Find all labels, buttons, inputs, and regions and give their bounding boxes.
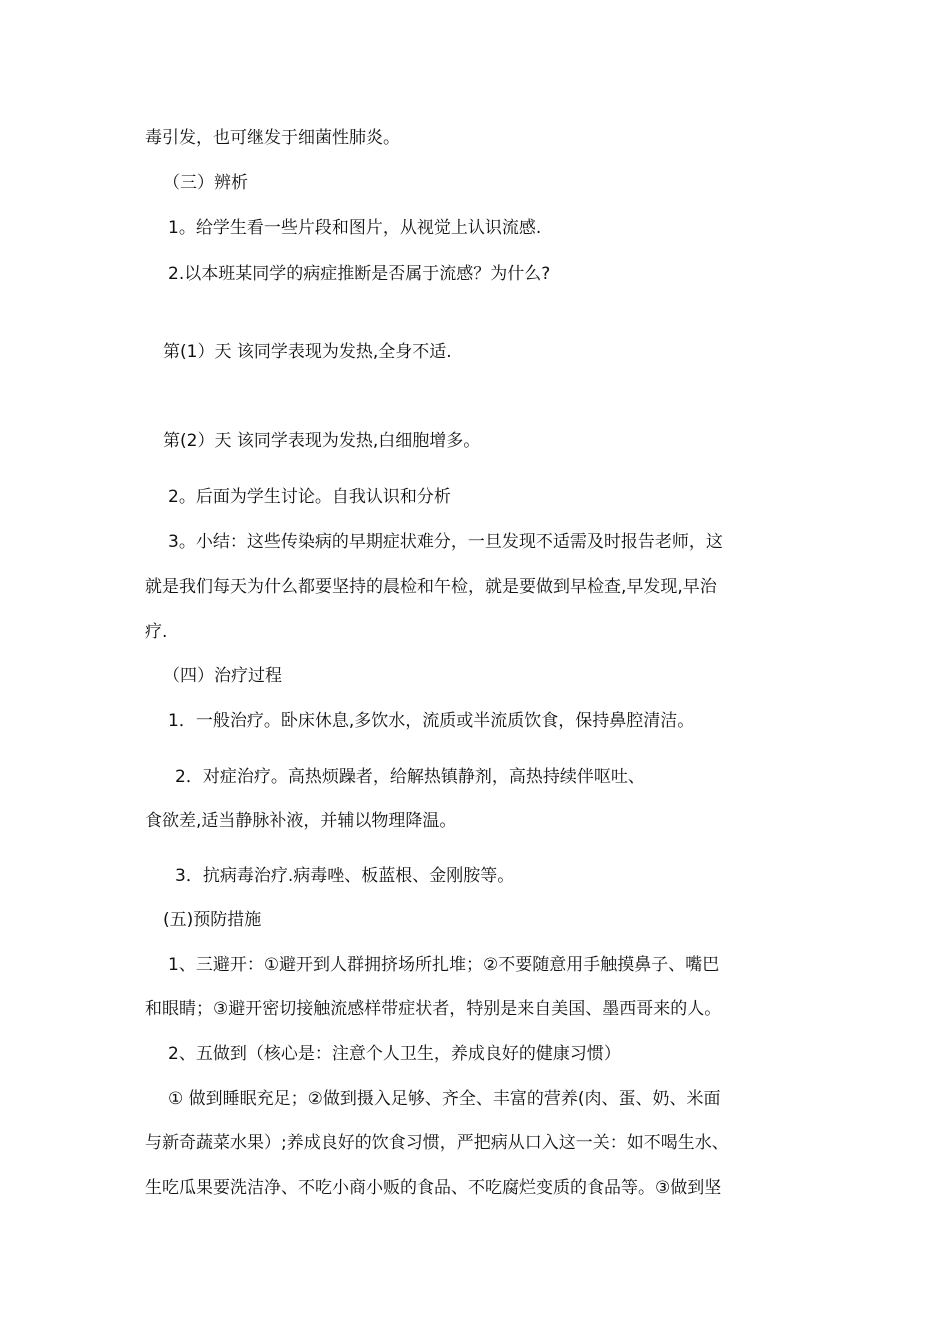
text-line: ① 做到睡眠充足；②做到摄入足够、齐全、丰富的营养(肉、蛋、奶、米面	[168, 1089, 721, 1109]
section-heading: （四）治疗过程	[163, 666, 282, 686]
text-line: 2。后面为学生讨论。自我认识和分析	[168, 487, 451, 507]
text-line: 3。小结：这些传染病的早期症状难分，一旦发现不适需及时报告老师，这	[168, 532, 723, 552]
text-line: 就是我们每天为什么都要坚持的晨检和午检，就是要做到早检查,早发现,早治	[145, 577, 717, 597]
text-line: 疗.	[145, 622, 168, 642]
text-line: 毒引发，也可继发于细菌性肺炎。	[145, 128, 400, 148]
text-line: 与新奇蔬菜水果）;养成良好的饮食习惯，严把病从口入这一关：如不喝生水、	[145, 1133, 729, 1153]
text-line: 食欲差,适当静脉补液，并辅以物理降温。	[145, 811, 457, 831]
section-heading: (五)预防措施	[163, 910, 262, 930]
text-line: 第(1）天 该同学表现为发热,全身不适.	[163, 342, 452, 362]
text-line: 1．一般治疗。卧床休息,多饮水，流质或半流质饮食，保持鼻腔清洁。	[168, 711, 695, 731]
text-line: 2．对症治疗。高热烦躁者，给解热镇静剂，高热持续伴呕吐、	[175, 767, 645, 787]
text-line: 1。给学生看一些片段和图片，从视觉上认识流感.	[168, 218, 542, 238]
text-line: 2、五做到（核心是：注意个人卫生，养成良好的健康习惯）	[168, 1044, 621, 1064]
text-line: 3．抗病毒治疗.病毒唑、板蓝根、金刚胺等。	[175, 866, 515, 886]
text-line: 和眼睛；③避开密切接触流感样带症状者，特别是来自美国、墨西哥来的人。	[145, 999, 722, 1019]
section-heading: （三）辨析	[163, 173, 248, 193]
text-line: 第(2）天 该同学表现为发热,白细胞增多。	[163, 431, 481, 451]
text-line: 2.以本班某同学的病症推断是否属于流感？为什么?	[168, 264, 551, 284]
text-line: 生吃瓜果要洗洁净、不吃小商小贩的食品、不吃腐烂变质的食品等。③做到坚	[145, 1178, 722, 1198]
text-line: 1、三避开：①避开到人群拥挤场所扎堆；②不要随意用手触摸鼻子、嘴巴	[168, 955, 720, 975]
